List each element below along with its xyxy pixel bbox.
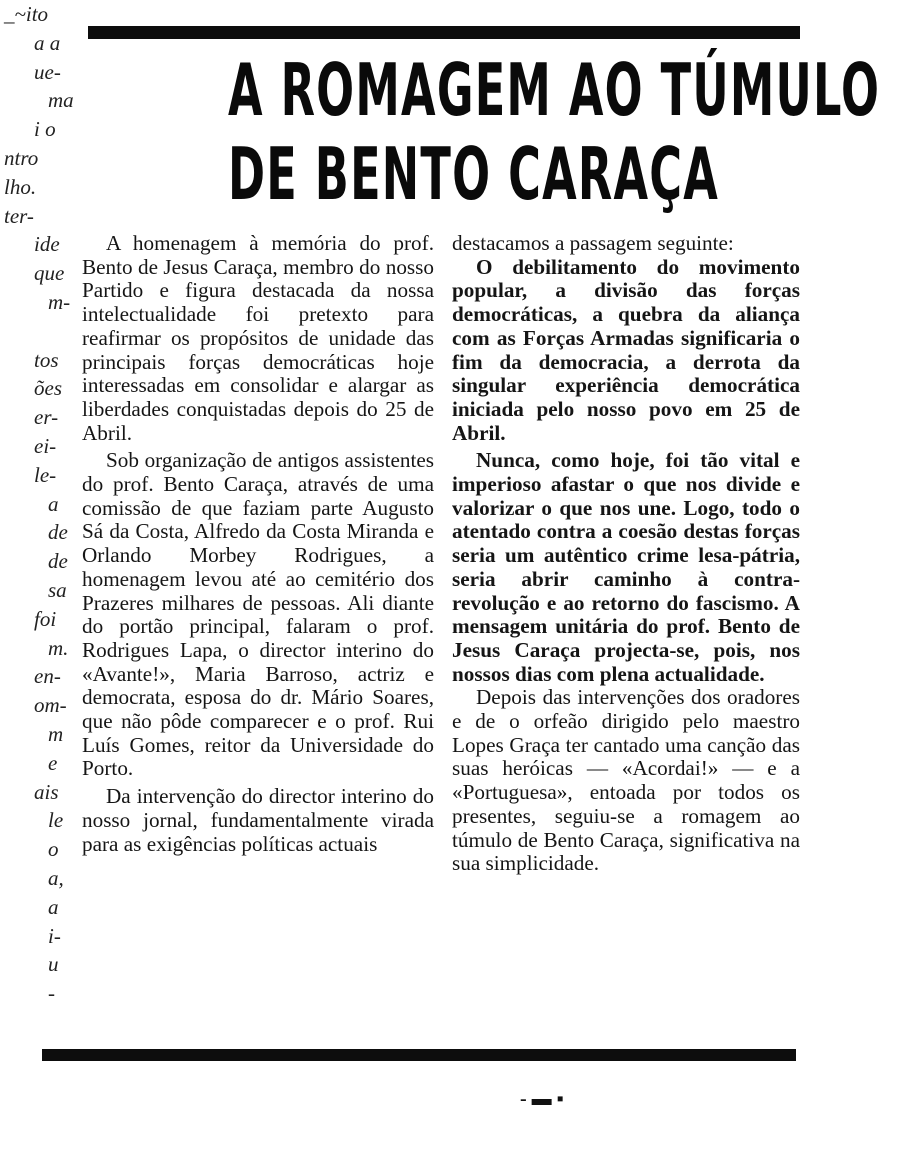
margin-fragment: a a <box>34 30 61 55</box>
margin-fragment: sa <box>48 577 67 602</box>
margin-fragment: le <box>48 808 64 833</box>
margin-fragment: foi <box>34 606 57 631</box>
margin-fragment: ter- <box>4 203 34 228</box>
margin-fragment: er- <box>34 405 59 430</box>
paragraph: A homenagem à memória do prof. Bento de Jesus Caraça, membro do nosso Partido e figura destacada da nossa intelectualidade foi pretexto para reafirmar os propósitos de unidade das principais forças democráticas hoje interessadas em consolidar e alargar as liberdades conquistadas depois do 25 de Abril. <box>82 231 434 445</box>
margin-fragment: que <box>34 261 65 286</box>
margin-fragment: a, <box>48 865 64 890</box>
quoted-passage <box>452 256 800 687</box>
margin-fragment: lho. <box>4 174 37 199</box>
margin-fragment: ntro <box>4 145 39 170</box>
margin-fragment: le- <box>34 462 57 487</box>
paragraph: Da intervenção do director interino do nosso jornal, fundamentalmente virada para as exigências políticas actuais <box>82 784 434 856</box>
adjacent-column-fragments <box>0 0 82 1152</box>
margin-fragment: de <box>48 520 68 545</box>
margin-fragment: e <box>48 750 58 775</box>
paragraph: destacamos a passagem seguinte: <box>452 231 734 255</box>
margin-fragment: o <box>48 837 59 862</box>
margin-fragment: tos <box>34 347 59 372</box>
margin-fragment: u <box>48 952 59 977</box>
margin-fragment: ue- <box>34 59 61 84</box>
footer-marks: - ▬ ▪ <box>520 1088 564 1110</box>
margin-fragment: i o <box>34 117 56 142</box>
article-headline <box>228 48 881 216</box>
margin-fragment: ais <box>34 779 59 804</box>
margin-fragment <box>0 317 82 346</box>
margin-fragment: en- <box>34 664 61 689</box>
margin-fragment: a <box>48 894 59 919</box>
paragraph: Depois das intervenções dos oradores e de o orfeão dirigido pelo maestro Lopes Graça ter cantado uma canção das suas heróicas — «Acordai!» — e a «Portuguesa», entoada por todos os presentes, seguiu-se a romagem ao túmulo de Bento Caraça, significativa na sua simplicidade. <box>452 685 800 876</box>
margin-fragment: ma <box>48 88 74 113</box>
margin-fragment: m <box>48 721 64 746</box>
margin-fragment: m. <box>48 635 69 660</box>
paragraph: Sob organização de antigos assistentes do prof. Bento Caraça, através de uma comissão de que faziam parte Augusto Sá da Costa, Alfredo da Costa Miranda e Orlando Morbey Rodrigues, a homenagem levou até ao cemitério dos Prazeres milhares de pessoas. Ali diante do portão principal, falaram o prof. Rodrigues Lapa, o director interino do «Avante!», Maria Barroso, actriz e democrata, esposa do dr. Mário Soares, que não pôde comparecer e o prof. Rui Luís Gomes, reitor da Universidade do Porto. <box>82 448 434 781</box>
margin-fragment: m- <box>48 289 71 314</box>
margin-fragment: i- <box>48 923 61 948</box>
headline-line-2: DE BENTO CARAÇA <box>228 132 720 216</box>
margin-fragment: _~ito <box>4 2 49 26</box>
quote-paragraph: O debilitamento do movimento popular, a divisão das forças democráticas, a quebra da aliança com as Forças Armadas significaria o fim da democracia, a derrota da singular experiência democrática iniciada pelo nosso povo em 25 de Abril. <box>452 254 800 445</box>
top-rule <box>88 26 800 39</box>
margin-fragment: de <box>48 549 68 574</box>
margin-fragment: a <box>48 491 59 516</box>
margin-fragment: ide <box>34 232 60 257</box>
margin-fragment: - <box>48 981 55 1006</box>
margin-fragment: ões <box>34 376 62 401</box>
headline-line-1: A ROMAGEM AO TÚMULO <box>228 48 881 132</box>
left-text-column <box>82 232 434 856</box>
quote-paragraph: Nunca, como hoje, foi tão vital e imperioso afastar o que nos divide e valorizar o que nos une. Logo, todo o atentado contra a coesão destas forças seria um autêntico crime lesa-pátria, seria abrir caminho à contra-revolução e ao retorno do fascismo. A mensagem unitária do prof. Bento de Jesus Caraça projecta-se, pois, nos nossos dias com plena actualidade. <box>452 448 800 686</box>
margin-fragment: om- <box>34 693 67 718</box>
right-text-column <box>452 232 800 876</box>
bottom-rule <box>42 1049 796 1061</box>
margin-fragment: ei- <box>34 433 57 458</box>
